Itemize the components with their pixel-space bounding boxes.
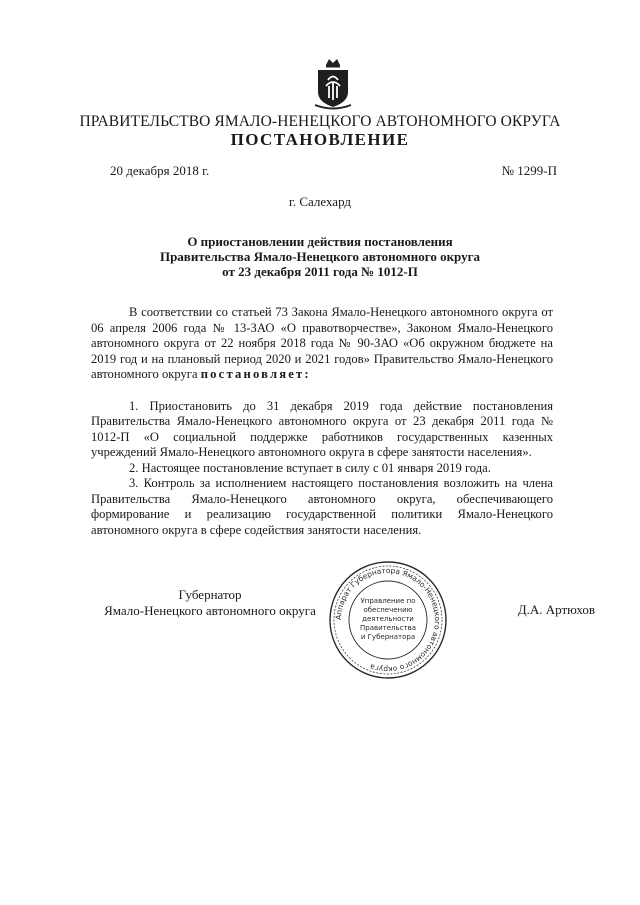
government-name: ПРАВИТЕЛЬСТВО ЯМАЛО-НЕНЕЦКОГО АВТОНОМНОГО ОКРУГА [79,113,561,130]
document-type-title: ПОСТАНОВЛЕНИЕ [230,130,410,149]
seal-center-line-1: Управление по [360,597,416,605]
decree-word: постановляет: [200,367,311,381]
signer-title-line-2: Ямало-Ненецкого автономного округа [104,602,316,618]
seal-center-line-3: деятельности [362,615,414,623]
item-2-paragraph: 2. Настоящее постановление вступает в силу с 01 января 2019 года. [129,460,491,475]
seal-center-line-5: и Губернатора [360,633,416,641]
official-seal-stamp [326,558,450,682]
seal-center-line-2: обеспечению [363,606,413,614]
signer-name: Д.А. Артюхов [517,602,595,617]
signer-title [96,587,324,618]
item-3-paragraph: 3. Контроль за исполнением настоящего постановления возложить на члена Правительства Ямало-Ненецкого автономного округа, обеспечивающего формирование и реализацию государственной политики Ямало-Ненецкого автономного округа в сфере содействия занятости населения. [91,476,553,537]
signer-title-line-1: Губернатор [178,587,242,602]
seal-ring-text: Аппарат Губернатора Ямало-Ненецкого автономного округа [333,565,443,675]
document-city: г. Салехард [288,194,352,209]
document-body [91,305,553,538]
preamble-text: В соответствии со статьей 73 Закона Ямало-Ненецкого автономного округа от 06 апреля 2006 года № 13-ЗАО «О правотворчестве», Законом Ямало-Ненецкого автономного округа от 22 ноября 2018 года № 90-ЗАО «Об окружном бюджете на 2019 год и на плановый период 2020 и 2021 годов» Правительство Ямало-Ненецкого автономного округа [91,305,553,381]
subject-line-3: от 23 декабря 2011 года № 1012-П [222,264,418,279]
preamble-paragraph [91,305,553,383]
subject-line-2: Правительства Ямало-Ненецкого автономного округа [159,249,481,264]
item-1-paragraph: 1. Приостановить до 31 декабря 2019 года действие постановления Правительства Ямало-Ненецкого автономного округа от 23 декабря 2011 года № 1012-П «О социальной поддержке работников государственных казенных учреждений Ямало-Ненецкого автономного округа в сфере занятости населения». [91,398,553,459]
document-date: 20 декабря 2018 г. [110,163,210,178]
seal-center-line-4: Правительства [360,624,416,632]
document-number: № 1299-П [501,163,557,178]
coat-of-arms-emblem-icon [312,56,354,110]
subject-line-1: О приостановлении действия постановления [187,234,453,249]
document-subject [120,234,520,279]
